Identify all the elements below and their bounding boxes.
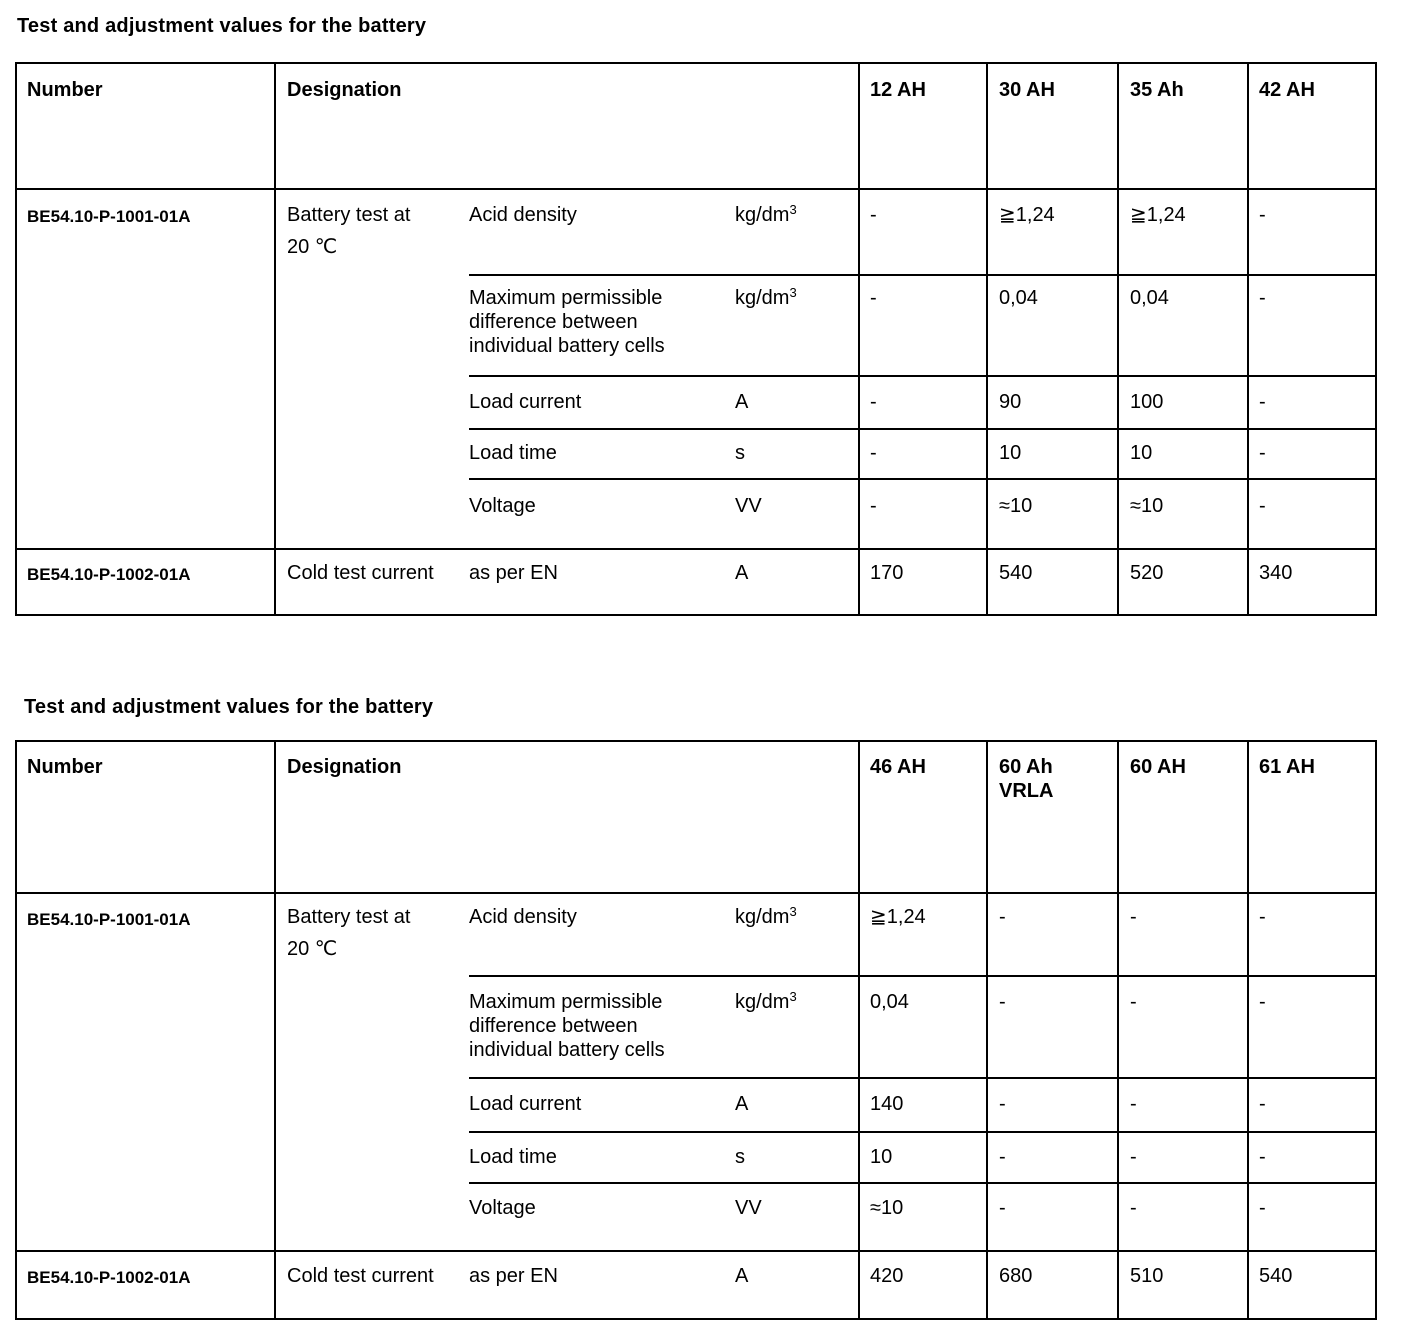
designation-line-2: 20 ℃ bbox=[287, 236, 338, 258]
value-cell: - bbox=[1130, 991, 1137, 1013]
table-1-title: Test and adjustment values for the battery bbox=[17, 15, 427, 37]
designation-cold-test: Cold test current bbox=[287, 562, 434, 584]
value-cell: 0,04 bbox=[1130, 287, 1169, 309]
grid-line bbox=[17, 188, 1375, 190]
value-cell: - bbox=[999, 991, 1006, 1013]
value-cell: ≧1,24 bbox=[999, 204, 1055, 226]
header-col-3: 35 Ah bbox=[1130, 79, 1184, 101]
unit: A bbox=[735, 1093, 749, 1115]
grid-line bbox=[17, 548, 1375, 550]
value-cell: - bbox=[870, 204, 877, 226]
row-number: BE54.10-P-1001-01A bbox=[27, 207, 191, 226]
param-max-diff-line-3: individual battery cells bbox=[469, 1039, 665, 1061]
value-cell: 90 bbox=[999, 391, 1022, 413]
value-cell: - bbox=[999, 1146, 1006, 1168]
grid-line bbox=[469, 375, 1375, 377]
value-cell: ≈10 bbox=[999, 495, 1033, 517]
value-cell: - bbox=[1130, 1093, 1137, 1115]
value-cell: - bbox=[1259, 391, 1266, 413]
grid-line bbox=[986, 742, 988, 1318]
battery-values-table-2 bbox=[15, 740, 1377, 1320]
value-cell: - bbox=[1130, 906, 1137, 928]
value-cell: ≧1,24 bbox=[1130, 204, 1186, 226]
value-cell: 140 bbox=[870, 1093, 904, 1115]
value-cell: 540 bbox=[999, 562, 1033, 584]
grid-line bbox=[1247, 742, 1249, 1318]
unit: $kg/dm^3$ bbox=[735, 989, 797, 1013]
value-cell: - bbox=[1259, 442, 1266, 464]
designation-line-1: Battery test at bbox=[287, 204, 411, 226]
grid-line bbox=[274, 64, 276, 614]
value-cell: 420 bbox=[870, 1265, 904, 1287]
header-col-1: 12 AH bbox=[870, 79, 926, 101]
grid-line bbox=[469, 1182, 1375, 1184]
grid-line bbox=[986, 64, 988, 614]
value-cell: - bbox=[1259, 991, 1266, 1013]
param-voltage: Voltage bbox=[469, 495, 536, 517]
unit: $kg/dm^3$ bbox=[735, 202, 797, 226]
value-cell: - bbox=[870, 287, 877, 309]
param-acid-density: Acid density bbox=[469, 906, 577, 928]
value-cell: - bbox=[1259, 204, 1266, 226]
designation-line-1: Battery test at bbox=[287, 906, 411, 928]
grid-line bbox=[1117, 742, 1119, 1318]
header-designation: Designation bbox=[287, 79, 402, 101]
row-number: BE54.10-P-1002-01A bbox=[27, 565, 191, 584]
param-max-diff-line-1: Maximum permissible bbox=[469, 991, 663, 1013]
unit: $kg/dm^3$ bbox=[735, 904, 797, 928]
header-col-3: 60 AH bbox=[1130, 756, 1186, 778]
header-number: Number bbox=[27, 79, 103, 101]
param-max-diff-line-3: individual battery cells bbox=[469, 335, 665, 357]
table-2-title: Test and adjustment values for the battery bbox=[24, 696, 434, 718]
value-cell: - bbox=[1259, 1146, 1266, 1168]
param-max-diff-line-1: Maximum permissible bbox=[469, 287, 663, 309]
header-col-2: 30 AH bbox=[999, 79, 1055, 101]
grid-line bbox=[17, 1250, 1375, 1252]
value-cell: ≈10 bbox=[1130, 495, 1164, 517]
unit: VV bbox=[735, 495, 762, 517]
grid-line bbox=[1247, 64, 1249, 614]
value-cell: 0,04 bbox=[870, 991, 909, 1013]
value-cell: ≈10 bbox=[870, 1197, 904, 1219]
value-cell: - bbox=[1259, 1093, 1266, 1115]
value-cell: - bbox=[1259, 906, 1266, 928]
value-cell: - bbox=[870, 391, 877, 413]
param-load-time: Load time bbox=[469, 1146, 557, 1168]
grid-line bbox=[17, 892, 1375, 894]
param-max-diff-line-2: difference between bbox=[469, 1015, 638, 1037]
grid-line bbox=[469, 428, 1375, 430]
header-col-4: 61 AH bbox=[1259, 756, 1315, 778]
grid-line bbox=[469, 1077, 1375, 1079]
value-cell: 0,04 bbox=[999, 287, 1038, 309]
grid-line bbox=[469, 1131, 1375, 1133]
value-cell: - bbox=[999, 906, 1006, 928]
value-cell: - bbox=[1259, 287, 1266, 309]
row-number: BE54.10-P-1001-01A bbox=[27, 910, 191, 929]
value-cell: - bbox=[999, 1093, 1006, 1115]
value-cell: 100 bbox=[1130, 391, 1164, 413]
header-number: Number bbox=[27, 756, 103, 778]
grid-line bbox=[858, 64, 860, 614]
param-load-current: Load current bbox=[469, 391, 582, 413]
param-load-current: Load current bbox=[469, 1093, 582, 1115]
param-acid-density: Acid density bbox=[469, 204, 577, 226]
unit: s bbox=[735, 442, 745, 464]
param-voltage: Voltage bbox=[469, 1197, 536, 1219]
row-number: BE54.10-P-1002-01A bbox=[27, 1268, 191, 1287]
value-cell: - bbox=[1130, 1146, 1137, 1168]
value-cell: - bbox=[1259, 495, 1266, 517]
value-cell: 10 bbox=[870, 1146, 893, 1168]
value-cell: 170 bbox=[870, 562, 904, 584]
grid-line bbox=[469, 478, 1375, 480]
unit: $kg/dm^3$ bbox=[735, 285, 797, 309]
param-load-time: Load time bbox=[469, 442, 557, 464]
grid-line bbox=[274, 742, 276, 1318]
designation-line-2: 20 ℃ bbox=[287, 938, 338, 960]
value-cell: - bbox=[1259, 1197, 1266, 1219]
unit: s bbox=[735, 1146, 745, 1168]
grid-line bbox=[858, 742, 860, 1318]
unit: A bbox=[735, 1265, 749, 1287]
unit: VV bbox=[735, 1197, 762, 1219]
value-cell: - bbox=[1130, 1197, 1137, 1219]
value-cell: 340 bbox=[1259, 562, 1293, 584]
grid-line bbox=[1117, 64, 1119, 614]
header-col-2: 60 Ah VRLA bbox=[999, 756, 1054, 802]
battery-values-table-1 bbox=[15, 62, 1377, 616]
value-cell: 680 bbox=[999, 1265, 1033, 1287]
header-col-4: 42 AH bbox=[1259, 79, 1315, 101]
value-cell: ≧1,24 bbox=[870, 906, 926, 928]
value-cell: 540 bbox=[1259, 1265, 1293, 1287]
value-cell: 510 bbox=[1130, 1265, 1164, 1287]
param-as-per-en: as per EN bbox=[469, 1265, 558, 1287]
designation-cold-test: Cold test current bbox=[287, 1265, 434, 1287]
grid-line bbox=[469, 975, 1375, 977]
value-cell: 10 bbox=[1130, 442, 1153, 464]
header-designation: Designation bbox=[287, 756, 402, 778]
unit: A bbox=[735, 562, 749, 584]
value-cell: - bbox=[870, 495, 877, 517]
value-cell: 10 bbox=[999, 442, 1022, 464]
header-col-1: 46 AH bbox=[870, 756, 926, 778]
param-as-per-en: as per EN bbox=[469, 562, 558, 584]
grid-line bbox=[469, 274, 1375, 276]
value-cell: - bbox=[999, 1197, 1006, 1219]
unit: A bbox=[735, 391, 749, 413]
value-cell: 520 bbox=[1130, 562, 1164, 584]
param-max-diff-line-2: difference between bbox=[469, 311, 638, 333]
value-cell: - bbox=[870, 442, 877, 464]
